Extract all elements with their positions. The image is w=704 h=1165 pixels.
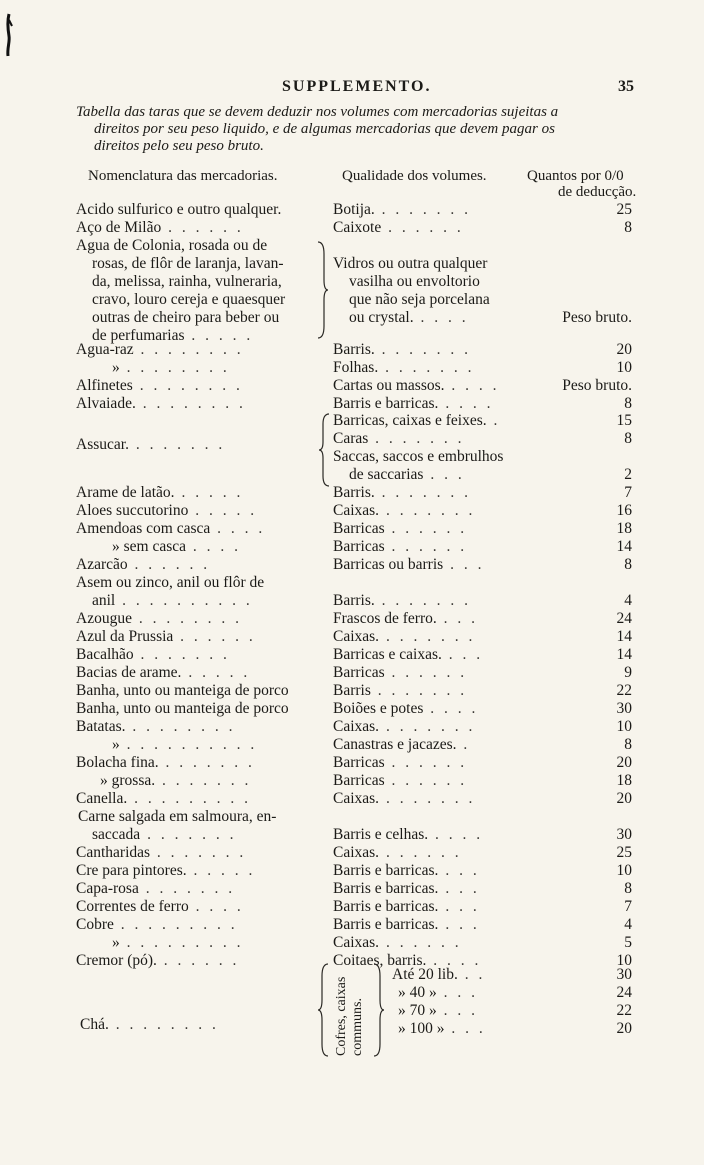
row-pct: 8: [624, 736, 632, 753]
name-line: outras de cheiro para beber ou: [92, 309, 280, 326]
row-pct: 8: [624, 430, 632, 447]
row-name: Cre para pintores.: [76, 862, 187, 879]
row-name: Chá.: [80, 1016, 109, 1033]
table-row: Capa-rosa . . . . . . . Barris e barricas. . . . 8: [76, 880, 632, 897]
row-pct: 15: [616, 412, 632, 429]
table-row: » . . . . . . . . Folhas. . . . . . . . 10: [112, 359, 632, 376]
table-row: Correntes de ferro . . . . Barris e barricas. . . . 7: [76, 898, 632, 915]
row-pct: 22: [616, 682, 632, 699]
table-row: Acido sulfurico e outro qualquer. Botija. . . . . . . . 25: [76, 201, 632, 218]
brace-icon: [316, 240, 330, 340]
row-pct: 24: [616, 610, 632, 627]
row-quality: Caixas.: [333, 844, 380, 861]
row-quality: Barricas: [333, 520, 385, 537]
row-name: Bacalhão: [76, 646, 134, 663]
row-name: Acido sulfurico e outro qualquer.: [76, 201, 282, 218]
assucar-quality: Barricas, caixas e feixes. . Caras . . . . . . . Saccas, saccos e embrulhos de saccarias . . .: [333, 412, 504, 483]
row-quality: Canastras e jacazes.: [333, 736, 457, 753]
row-name: Capa-rosa: [76, 880, 139, 897]
row-quality: Barris: [333, 682, 371, 699]
quality-line: Vidros ou outra qualquer: [333, 255, 488, 272]
row-quality: Folhas.: [333, 359, 379, 376]
table-row: Alfinetes . . . . . . . . Cartas ou massos. . . . . Peso bruto.: [76, 377, 632, 394]
row-name: »: [112, 934, 120, 951]
table-row: Amendoas com casca . . . . Barricas . . . . . . 18: [76, 520, 632, 537]
table-row: Aço de Milão . . . . . . Caixote . . . . . . 8: [76, 219, 632, 236]
weight-label: » 100 »: [398, 1020, 445, 1037]
row-quality: Barris e barricas.: [333, 862, 439, 879]
row-pct: 8: [624, 395, 632, 412]
row-quality: Boiões e potes: [333, 700, 424, 717]
row-name: Azarcão: [76, 556, 128, 573]
row-pct: 14: [616, 538, 632, 555]
row-quality: Barris e barricas.: [333, 880, 439, 897]
row-pct: 8: [624, 219, 632, 236]
table-row: » . . . . . . . . . Caixas. . . . . . . 5: [112, 934, 632, 951]
row-pct: 10: [616, 952, 632, 969]
row-pct: 7: [624, 898, 632, 915]
intro-line: direitos pelo seu peso bruto.: [94, 138, 264, 154]
row-quality: Caixas.: [333, 718, 380, 735]
brace-icon: [317, 412, 331, 488]
row-name: Carne salgada em salmoura, en-: [78, 808, 277, 825]
row-pct: 20: [616, 1020, 632, 1037]
row-name: Alfinetes: [76, 377, 133, 394]
weight-label: Até 20 lib.: [392, 966, 458, 983]
row-pct: 14: [616, 628, 632, 645]
row-quality: Coitaes, barris.: [333, 952, 427, 969]
row-quality: Barricas: [333, 664, 385, 681]
row-pct: 25: [616, 844, 632, 861]
row-quality: Barris.: [333, 341, 375, 358]
row-quality: Caixas.: [333, 628, 380, 645]
row-name: Alvaiade.: [76, 395, 136, 412]
column-header-pct-2: de deducção.: [558, 184, 637, 200]
row-pct: 4: [624, 592, 632, 609]
row-name: Cremor (pó).: [76, 952, 157, 969]
table-row: Agua-raz . . . . . . . . Barris. . . . . . . . 20: [76, 341, 632, 358]
row-name: Cantharidas: [76, 844, 151, 861]
row-pct: 9: [624, 664, 632, 681]
table-row: Canella. . . . . . . . . . Caixas. . . . . . . . 20: [76, 790, 632, 807]
row-name: Canella.: [76, 790, 128, 807]
column-header-pct: Quantos por 0/0: [527, 168, 624, 184]
row-pct: 7: [624, 484, 632, 501]
name-line: Agua de Colonia, rosada ou de: [76, 237, 268, 254]
quality-line: Caras: [333, 430, 369, 447]
row-name: Correntes de ferro: [76, 898, 189, 915]
table-row: Arame de latão. . . . . . Barris. . . . . . . . 7: [76, 484, 632, 501]
row-pct: 10: [616, 718, 632, 735]
row-quality: Caixas.: [333, 934, 380, 951]
quality-line: de saccarias: [349, 466, 424, 483]
name-line: rosas, de flôr de laranja, lavan-: [92, 255, 284, 272]
table-row: Azougue . . . . . . . . Frascos de ferro. . . . 24: [76, 610, 632, 627]
row-quality: Barricas ou barris: [333, 556, 444, 573]
quality-line: Saccas, saccos e embrulhos: [333, 448, 504, 465]
table-row: anil . . . . . . . . . . Barris. . . . . . . . 4: [92, 592, 632, 609]
table-row: » sem casca . . . . Barricas . . . . . . 14: [112, 538, 632, 555]
row-pct: Peso bruto.: [562, 309, 632, 326]
name-line: cravo, louro cereja e quaesquer: [92, 291, 286, 308]
row-pct: 10: [616, 862, 632, 879]
table-row: Aloes succutorino . . . . . Caixas. . . . . . . . 16: [76, 502, 632, 519]
row-quality: Barris.: [333, 484, 375, 501]
table-row: Banha, unto ou manteiga de porco Boiões e potes . . . . 30: [76, 700, 632, 717]
row-quality: Cartas ou massos.: [333, 377, 445, 394]
table-row: » . . . . . . . . . . Canastras e jacazes. . 8: [112, 736, 632, 753]
brace-icon: [316, 962, 330, 1058]
row-quality: Caixas.: [333, 502, 380, 519]
row-quality: Barricas: [333, 538, 385, 555]
row-name: saccada: [92, 826, 141, 843]
cha-vertical-label: Cofres, caixas communs.: [334, 976, 365, 1056]
row-pct: Peso bruto.: [562, 377, 632, 394]
page-title: SUPPLEMENTO.: [282, 78, 432, 95]
row-quality: Barris e barricas.: [333, 898, 439, 915]
row-pct: 30: [616, 826, 632, 843]
row-quality: Barris e barricas.: [333, 395, 439, 412]
page-number: 35: [618, 78, 634, 95]
weight-label: » 40 »: [398, 984, 437, 1001]
table-row: Cremor (pó). . . . . . . Coitaes, barris. . . . . 10: [76, 952, 632, 969]
row-name: Agua-raz: [76, 341, 134, 358]
row-name: Banha, unto ou manteiga de porco: [76, 700, 289, 717]
name-line: da, melissa, rainha, vulneraria,: [92, 273, 282, 290]
row-name: Bacias de arame.: [76, 664, 182, 681]
table-row: » grossa. . . . . . . . Barricas . . . . . . 18: [100, 772, 632, 789]
table-row: Bacalhão . . . . . . . Barricas e caixas. . . . 14: [76, 646, 632, 663]
row-name: Assucar.: [76, 436, 129, 453]
row-name: Azul da Prussia: [76, 628, 174, 645]
row-name: » grossa.: [100, 772, 156, 789]
row-name: » sem casca: [112, 538, 187, 555]
row-name: anil: [92, 592, 116, 609]
row-name: Azougue: [76, 610, 132, 627]
row-pct: 24: [616, 984, 632, 1001]
row-name: Aloes succutorino: [76, 502, 189, 519]
table-row: Bolacha fina. . . . . . . . Barricas . . . . . . 20: [76, 754, 632, 771]
table-row: Batatas. . . . . . . . . Caixas. . . . . . . . 10: [76, 718, 632, 735]
table-row: Cantharidas . . . . . . . Caixas. . . . . . . 25: [76, 844, 632, 861]
intro-line: Tabella das taras que se devem deduzir nos volumes com mercadorias sujeitas a: [76, 104, 559, 120]
row-name: »: [112, 736, 120, 753]
name-line: de perfumarias: [92, 327, 185, 344]
row-pct: 10: [616, 359, 632, 376]
table-row: Azul da Prussia . . . . . . Caixas. . . . . . . . 14: [76, 628, 632, 645]
row-pct: 4: [624, 916, 632, 933]
tare-table: Acido sulfurico e outro qualquer. Botija. . . . . . . . 25 Aço de Milão . . . . . . Caixote . . . . . . 8 Agua de Colonia, rosada ou de rosas, de flôr de laranja, lavan- da, melissa, rainha, vulneraria, cravo, louro cereja e quaesquer outras de cheiro para beber ou de perfumarias . . . . . Vidros ou outra qualquer vasilha ou envoltorio que não seja porcelana ou crystal. . . . . Peso bruto. Agua-raz . . . . . . . . Barris. . . . . . . . 20 » . . . . . . . . Folhas. . . . . . . . 10 Alfinetes . . . . . . . . Cartas ou massos. . . . . Peso bruto. Alvaiade. . . . . . . . . Barris e barricas. . . . . 8 Assucar. . . . . . . . Barricas, caixas e feixes. . Caras . . . . . . . Saccas, saccos e embrulhos de saccarias . . . 15 8 2 Arame de latão. . . . . . Barris. . . . . . . . 7 Aloes succutorino . . . . . Caixas. . . . . . . . 16 Amendoas com casca . . . . Barricas . . . . . . 18 » sem casca . . . . Barricas . . . . . . 14 Azarcão . . . . . . Barricas ou barris . . . 8 Asem ou zinco, anil ou flôr de anil . . . . . . . . . . Barris. . . . . . . . 4 Azougue . . . . . . . . Frascos de ferro. . . . 24 Azul da Prussia . . . . . . Caixas. . . . . . . . 14 Bacalhão . . . . . . . Barricas e caixas. . . . 14 Bacias de arame. . . . . . Barricas . . . . . . 9 Banha, unto ou manteiga de porco Barris . . . . . . . 22 Banha, unto ou manteiga de porco Boiões e potes . . . . 30 Batatas. . . . . . . . . Caixas. . . . . . . . 10 » . . . . . . . . . . Canastras e jacazes. . 8 Bolacha fina. . . . . . . . Barricas . . . . . . 20 » grossa. . . . . . . . Barricas . . . . . . 18 Canella. . . . . . . . . . Caixas. . . . . . . . 20 Carne salgada em salmoura, en- saccada . . . . . . . Barris e celhas. . . . . 30 Cantharidas . . . . . . . Caixas. . . . . . . 25 Cre para pintores. . . . . . Barris e barricas. . . . 10 Capa-rosa . . . . . . . Barris e barricas. . . . 8 Correntes de ferro . . . . Barris e barricas. . . . 7 Cobre . . . . . . . . . Barris e barricas. . . . 4 » . . . . . . . . . Caixas. . . . . . . 5 Cremor (pó). . . . . . . Coitaes, barris. . . . . 10 Chá. . . . . . . . . Cofres, caixas communs. Até 20 lib. . . » 40 » . . . » 70 » . . . » 100 » . . . 30 24 22 20: [0, 0, 704, 1165]
row-quality: Barricas: [333, 754, 385, 771]
intro-line: direitos por seu peso liquido, e de algumas mercadorias que devem pagar os: [94, 121, 555, 137]
row-name: Batatas.: [76, 718, 126, 735]
row-pct: 30: [616, 700, 632, 717]
table-row: Cre para pintores. . . . . . Barris e barricas. . . . 10: [76, 862, 632, 879]
row-name: Banha, unto ou manteiga de porco: [76, 682, 289, 699]
row-pct: 2: [624, 466, 632, 483]
row-quality: Barris e barricas.: [333, 916, 439, 933]
row-name: Cobre: [76, 916, 114, 933]
quality-line: Barricas, caixas e feixes.: [333, 412, 487, 429]
row-quality: Frascos de ferro.: [333, 610, 437, 627]
row-pct: 30: [616, 966, 632, 983]
agua-colonia-name: Agua de Colonia, rosada ou de rosas, de flôr de laranja, lavan- da, melissa, rainha, vulneraria, cravo, louro cereja e quaesquer outras de cheiro para beber ou de perfumarias . . . . .: [76, 237, 286, 344]
row-pct: 18: [616, 520, 632, 537]
row-pct: 20: [616, 790, 632, 807]
row-pct: 8: [624, 556, 632, 573]
table-row: Bacias de arame. . . . . . Barricas . . . . . . 9: [76, 664, 632, 681]
row-pct: 16: [616, 502, 632, 519]
row-quality: Barris.: [333, 592, 375, 609]
row-pct: 25: [616, 201, 632, 218]
agua-colonia-quality: Vidros ou outra qualquer vasilha ou envoltorio que não seja porcelana ou crystal. . . . .: [333, 255, 490, 326]
table-row: Cobre . . . . . . . . . Barris e barricas. . . . 4: [76, 916, 632, 933]
row-quality: Caixas.: [333, 790, 380, 807]
table-row: saccada . . . . . . . Barris e celhas. . . . . 30: [92, 826, 632, 843]
row-name: Bolacha fina.: [76, 754, 159, 771]
row-name: Amendoas com casca: [76, 520, 211, 537]
row-quality: Barricas: [333, 772, 385, 789]
cha-weights: Até 20 lib. . . » 40 » . . . » 70 » . . . » 100 » . . .: [392, 966, 486, 1037]
quality-line: vasilha ou envoltorio: [349, 273, 480, 290]
quality-line: ou crystal.: [349, 309, 414, 326]
row-quality: Botija.: [333, 201, 375, 218]
row-pct: 8: [624, 880, 632, 897]
row-quality: Caixote: [333, 219, 382, 236]
row-quality: Barris e celhas.: [333, 826, 429, 843]
row-pct: 5: [624, 934, 632, 951]
row-name: »: [112, 359, 120, 376]
row-pct: 14: [616, 646, 632, 663]
column-header-quality: Qualidade dos volumes.: [342, 168, 487, 184]
brace-icon: [372, 962, 386, 1058]
quality-line: que não seja porcelana: [349, 291, 490, 308]
row-name: Asem ou zinco, anil ou flôr de: [76, 574, 265, 591]
table-row: Azarcão . . . . . . Barricas ou barris . . . 8: [76, 556, 632, 573]
row-pct: 22: [616, 1002, 632, 1019]
row-pct: 20: [616, 341, 632, 358]
row-pct: 18: [616, 772, 632, 789]
column-header-name: Nomenclatura das mercadorias.: [88, 168, 278, 184]
row-name: Aço de Milão: [76, 219, 162, 236]
table-row: Banha, unto ou manteiga de porco Barris . . . . . . . 22: [76, 682, 632, 699]
row-name: Arame de latão.: [76, 484, 175, 501]
row-pct: 20: [616, 754, 632, 771]
weight-label: » 70 »: [398, 1002, 437, 1019]
row-quality: Barricas e caixas.: [333, 646, 442, 663]
table-row: Alvaiade. . . . . . . . . Barris e barricas. . . . . 8: [76, 395, 632, 412]
